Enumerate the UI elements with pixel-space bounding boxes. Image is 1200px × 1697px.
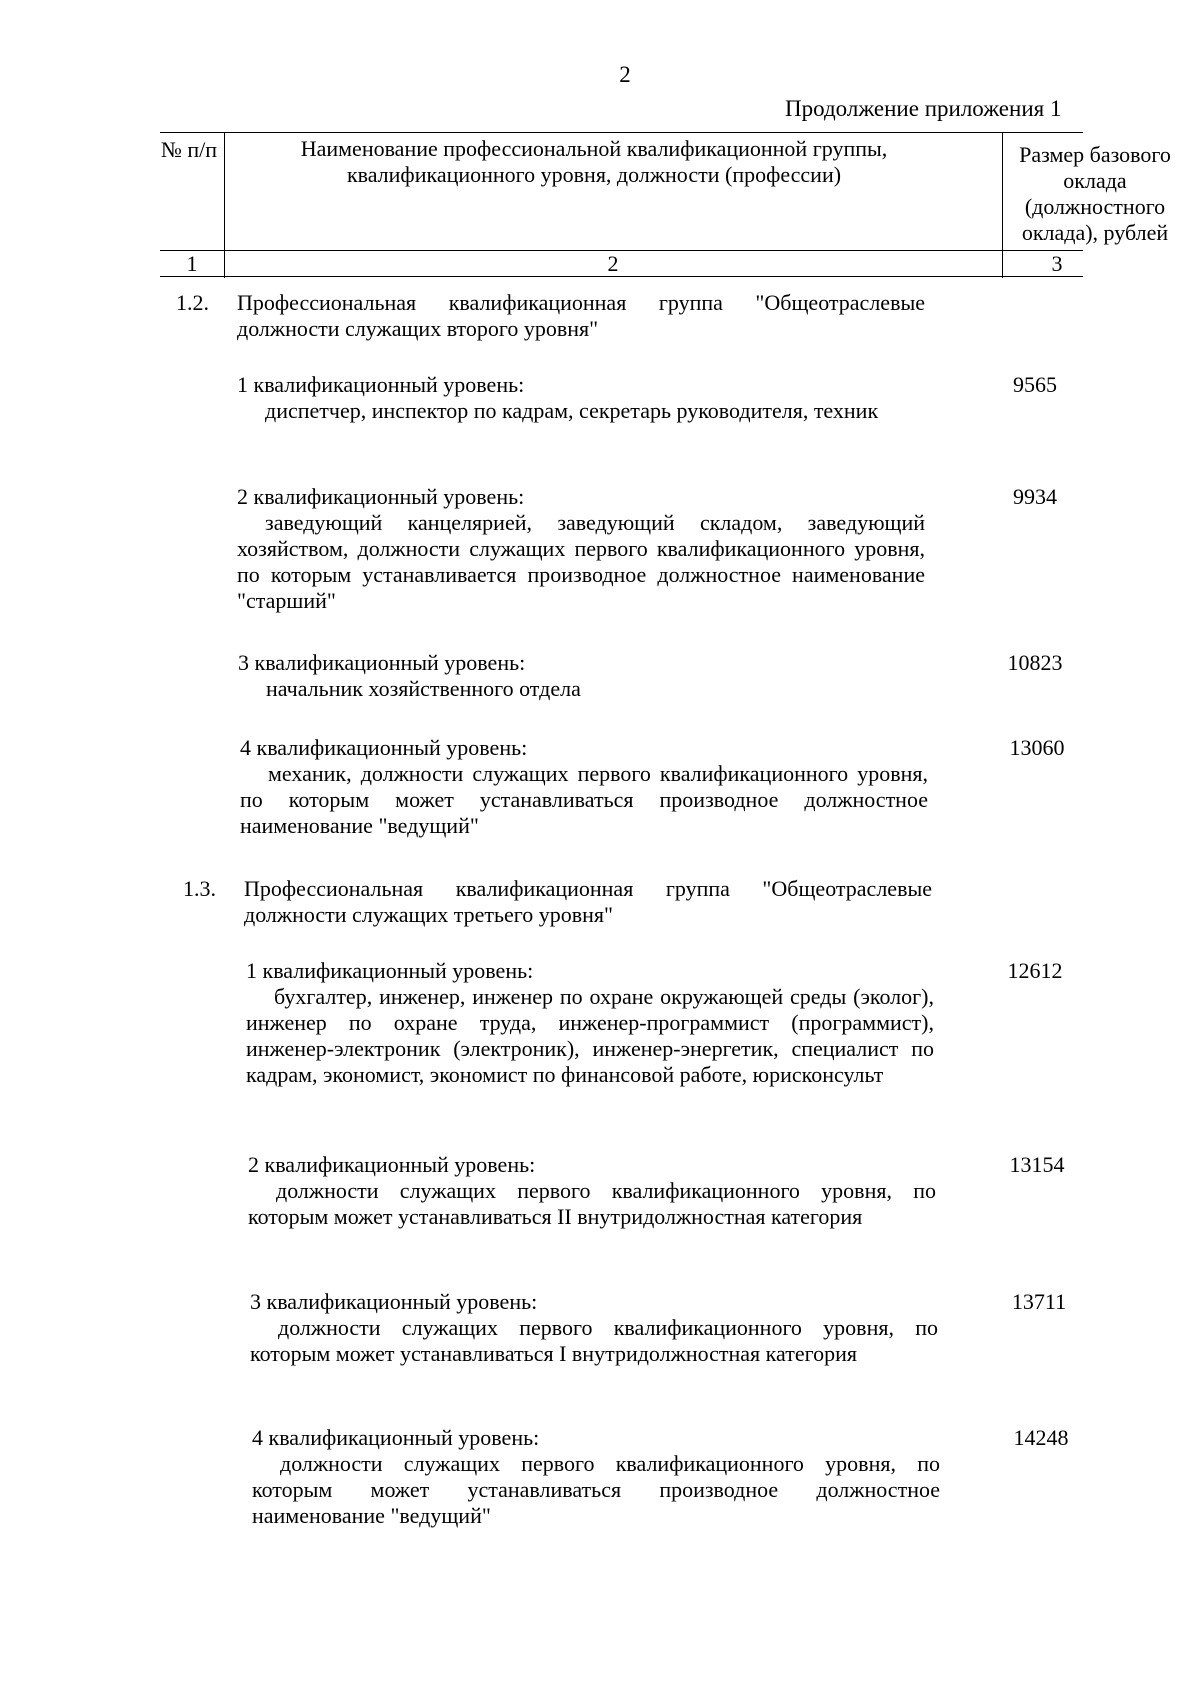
level-description: диспетчер, инспектор по кадрам, секретарь руководителя, техник <box>265 398 879 423</box>
level-description: заведующий канцелярией, заведующий складом, заведующий хозяйством, должности служащих первого квалификационного уровня, по которым устанавливается производное должностное наименование "старший" <box>237 510 925 613</box>
header-index-3: 3 <box>1051 251 1063 276</box>
table-header <box>160 132 1171 278</box>
level-label: 1 квалификационный уровень: <box>246 958 534 983</box>
salary-value: 9565 <box>1013 372 1057 397</box>
level-description: должности служащих первого квалификационного уровня, по которым может устанавливаться II внутридолжностная категория <box>248 1178 936 1229</box>
level-description: механик, должности служащих первого квалификационного уровня, по которым может устанавливаться производное должностное наименование "ведущий" <box>240 761 928 838</box>
salary-value: 10823 <box>1007 650 1063 675</box>
level-label: 4 квалификационный уровень: <box>252 1425 540 1450</box>
group-title: Профессиональная квалификационная группа "Общеотраслевые должности служащих третьего уровня" <box>244 876 932 927</box>
group-title: Профессиональная квалификационная группа "Общеотраслевые должности служащих второго уровня" <box>237 290 925 341</box>
page-number: 2 <box>619 62 631 87</box>
header-top-rule <box>160 132 1083 133</box>
salary-value: 9934 <box>1013 484 1057 509</box>
level-label: 1 квалификационный уровень: <box>237 372 525 397</box>
level-label: 4 квалификационный уровень: <box>240 735 528 760</box>
header-col-number: № п/п <box>160 137 218 162</box>
level-label: 2 квалификационный уровень: <box>237 484 525 509</box>
salary-value: 12612 <box>1007 958 1063 983</box>
level-description: должности служащих первого квалификационного уровня, по которым может устанавливаться I внутридолжностная категория <box>250 1315 938 1366</box>
header-index-1: 1 <box>186 251 198 276</box>
level-description: должности служащих первого квалификационного уровня, по которым может устанавливаться производное должностное наименование "ведущий" <box>252 1451 940 1528</box>
salary-value: 13711 <box>1011 1289 1067 1314</box>
level-label: 2 квалификационный уровень: <box>248 1152 536 1177</box>
salary-value: 13060 <box>1009 735 1065 760</box>
salary-value: 13154 <box>1009 1152 1065 1177</box>
header-col-name: Наименование профессиональной квалификационной группы, квалификационного уровня, должности (профессии) <box>300 136 888 187</box>
group-number: 1.2. <box>176 290 209 315</box>
group-number: 1.3. <box>183 876 216 901</box>
level-description: бухгалтер, инженер, инженер по охране окружающей среды (эколог), инженер по охране труда, инженер-программист (программист), инженер-электроник (электроник), инженер-энергетик, специалист по кадрам, экономист, экономист по финансовой работе, юрисконсульт <box>246 984 934 1087</box>
salary-value: 14248 <box>1013 1425 1069 1450</box>
header-col-salary: Размер базового оклада (должностного оклада), рублей <box>1019 142 1171 245</box>
level-label: 3 квалификационный уровень: <box>238 650 526 675</box>
header-index-2: 2 <box>607 251 619 276</box>
level-label: 3 квалификационный уровень: <box>250 1289 538 1314</box>
level-description: начальник хозяйственного отдела <box>266 676 581 701</box>
continuation-caption: Продолжение приложения 1 <box>785 96 1062 121</box>
